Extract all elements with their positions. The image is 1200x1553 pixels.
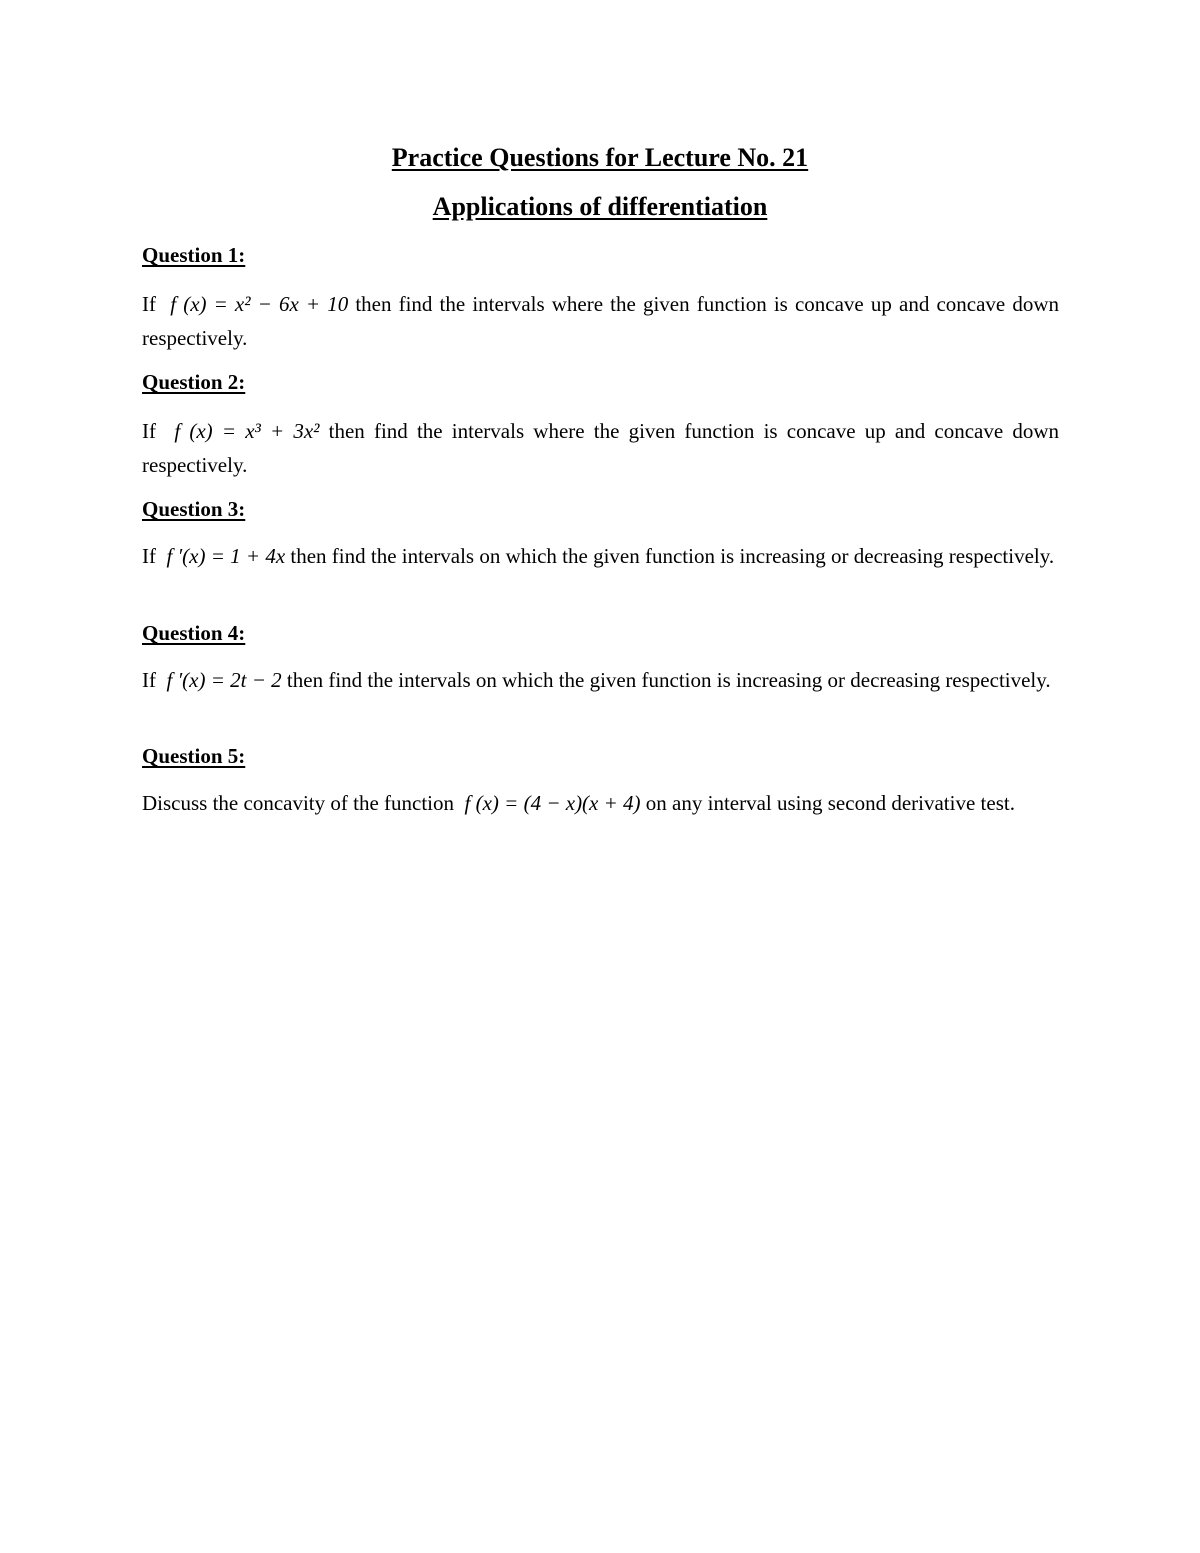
question-4-heading: Question 4:	[142, 621, 246, 645]
question-5-formula: f (x) = (4 − x)(x + 4)	[464, 791, 641, 815]
question-1-body	[142, 287, 1059, 355]
question-5-lead: Discuss the concavity of the function	[142, 791, 455, 815]
question-3-text: then find the intervals on which the given function is increasing or decreasing respectively.	[290, 544, 1055, 568]
question-1-lead: If	[142, 292, 156, 316]
question-2-text: then find the intervals where the given function is concave up and concave down respectively.	[142, 419, 1060, 477]
question-1-text: then find the intervals where the given function is concave up and concave down respectively.	[142, 292, 1060, 350]
question-4-formula: f ′(x) = 2t − 2	[166, 668, 282, 692]
question-5-text: on any interval using second derivative test.	[645, 791, 1015, 815]
question-4-body	[142, 663, 1059, 697]
document-title: Practice Questions for Lecture No. 21	[391, 143, 809, 172]
question-5-heading: Question 5:	[142, 744, 246, 768]
question-3-formula: f ′(x) = 1 + 4x	[166, 544, 286, 568]
question-3-body	[142, 539, 1059, 573]
question-1-heading: Question 1:	[142, 243, 246, 267]
question-4-lead: If	[142, 668, 156, 692]
question-2-heading: Question 2:	[142, 370, 246, 394]
question-5-body	[142, 786, 1059, 820]
question-2-lead: If	[142, 419, 156, 443]
question-2-formula: f (x) = x³ + 3x²	[174, 419, 320, 443]
document-subtitle: Applications of differentiation	[432, 192, 768, 221]
question-4-text: then find the intervals on which the given function is increasing or decreasing respectively.	[286, 668, 1051, 692]
question-3-heading: Question 3:	[142, 497, 246, 521]
question-3-lead: If	[142, 544, 156, 568]
question-2-body	[142, 414, 1059, 482]
question-1-formula: f (x) = x² − 6x + 10	[170, 292, 349, 316]
